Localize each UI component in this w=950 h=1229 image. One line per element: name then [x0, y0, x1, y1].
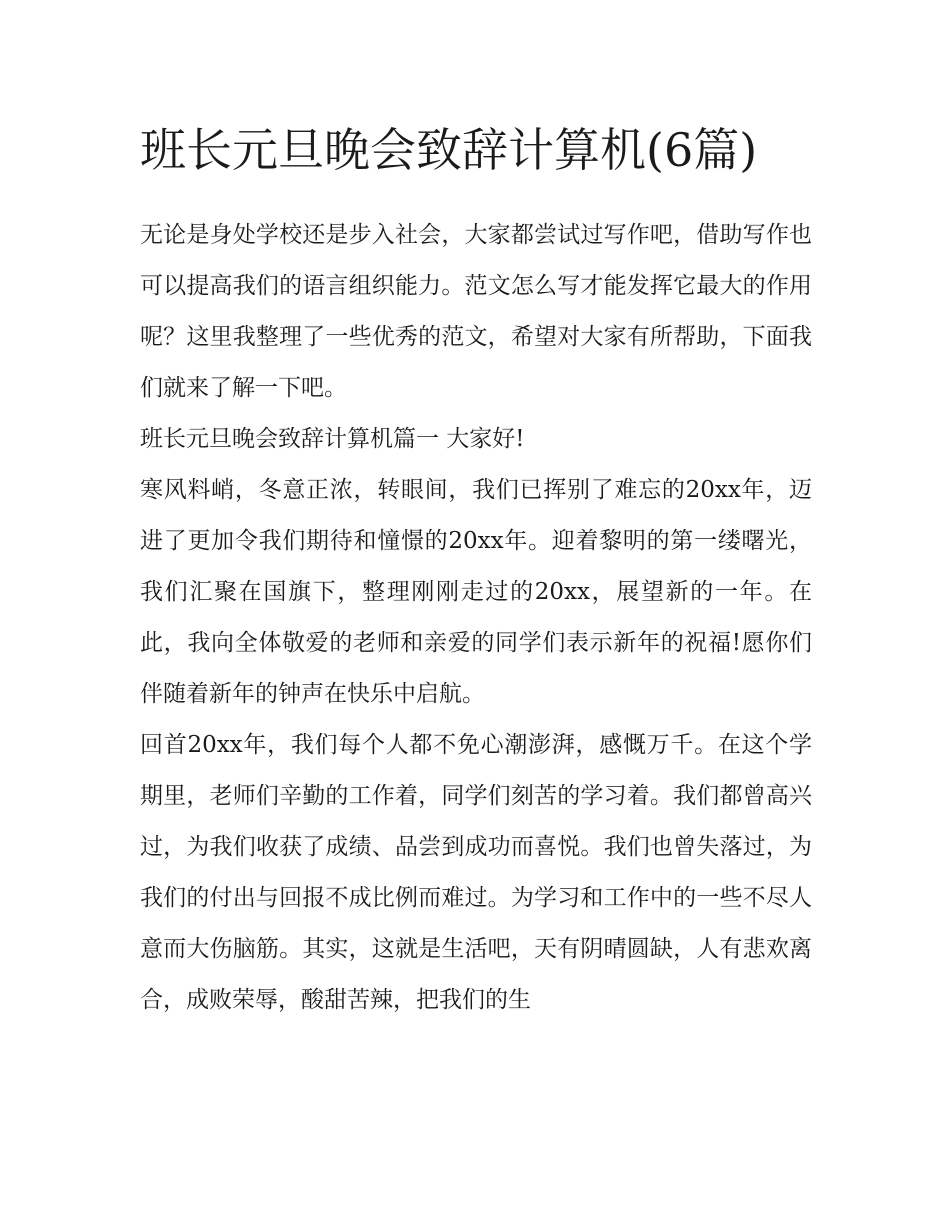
body-paragraph: 回首20xx年，我们每个人都不免心潮澎湃，感慨万千。在这个学期里，老师们辛勤的工作着，同学们刻苦的学习着。我们都曾高兴过，为我们收获了成绩、品尝到成功而喜悦。我们也曾失落过，为我们的付出与回报不成比例而难过。为学习和工作中的一些不尽人意而大伤脑筋。其实，这就是生活吧，天有阴晴圆缺，人有悲欢离合，成败荣辱，酸甜苦辣，把我们的生 [140, 732, 812, 1013]
body-paragraph: 寒风料峭，冬意正浓，转眼间，我们已挥别了难忘的20xx年，迈进了更加令我们期待和憧憬的20xx年。迎着黎明的第一缕曙光，我们汇聚在国旗下，整理刚刚走过的20xx，展望新的一年。在此，我向全体敬爱的老师和亲爱的同学们表示新年的祝福!愿你们伴随着新年的钟声在快乐中启航。 [140, 477, 812, 707]
section-heading-paragraph: 班长元旦晚会致辞计算机篇一 大家好! [140, 426, 525, 452]
document-page [140, 112, 812, 1026]
intro-paragraph: 无论是身处学校还是步入社会，大家都尝试过写作吧，借助写作也可以提高我们的语言组织能力。范文怎么写才能发挥它最大的作用呢？这里我整理了一些优秀的范文，希望对大家有所帮助，下面我们就来了解一下吧。 [140, 222, 812, 401]
document-title: 班长元旦晚会致辞计算机(6篇) [140, 123, 758, 177]
